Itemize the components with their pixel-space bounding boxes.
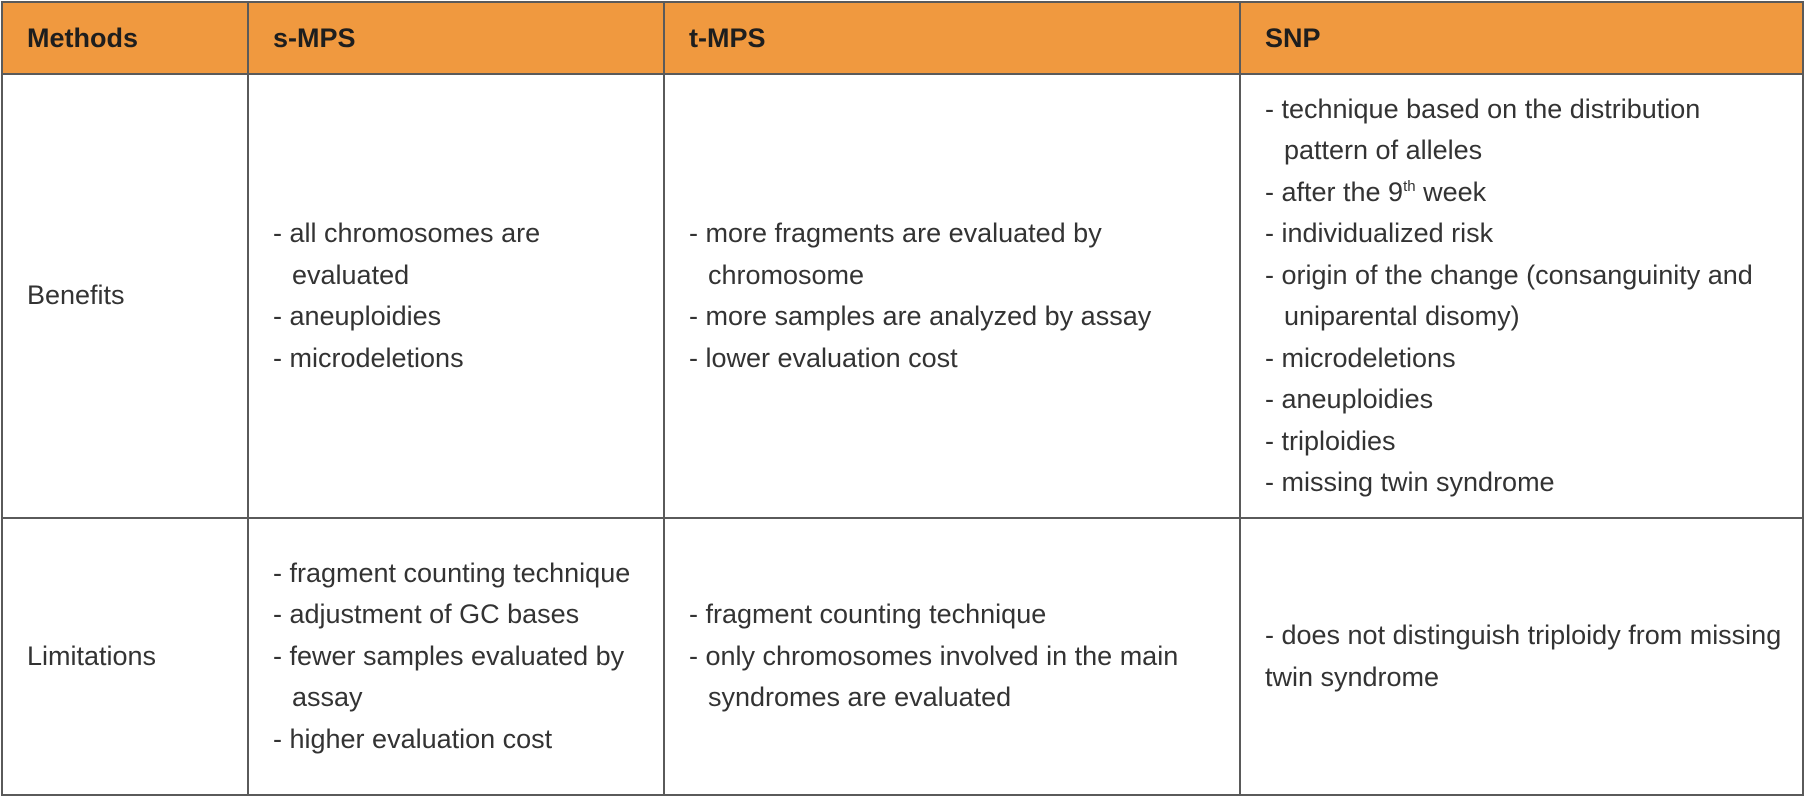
list-item: - fragment counting technique bbox=[273, 557, 631, 588]
header-methods: Methods bbox=[2, 2, 248, 74]
limitations-smps-cell bbox=[248, 518, 664, 795]
list-item: - more fragments are evaluated by chromosome bbox=[689, 218, 1102, 290]
comparison-table bbox=[1, 1, 1804, 796]
benefits-row bbox=[2, 74, 1803, 518]
header-tmps: t-MPS bbox=[664, 2, 1240, 74]
list-item: - only chromosomes involved in the main syndromes are evaluated bbox=[689, 640, 1179, 713]
limitations-snp-cell bbox=[1240, 518, 1803, 795]
list-item: - higher evaluation cost bbox=[273, 723, 553, 754]
limitations-tmps-cell bbox=[664, 518, 1240, 795]
item-text-pre: - after the 9 bbox=[1265, 176, 1404, 207]
limitations-row bbox=[2, 518, 1803, 795]
list-item: - more samples are analyzed by assay bbox=[689, 301, 1152, 331]
benefits-tmps-cell bbox=[664, 74, 1240, 518]
list-item: - adjustment of GC bases bbox=[273, 599, 580, 630]
comparison-table-container bbox=[1, 1, 1802, 794]
header-row bbox=[2, 2, 1803, 74]
list-item: - technique based on the distribution pattern of alleles bbox=[1265, 93, 1701, 165]
benefits-snp-cell bbox=[1240, 74, 1803, 518]
list-item: - individualized risk bbox=[1265, 218, 1494, 248]
benefits-smps-cell bbox=[248, 74, 664, 518]
list-item: - missing twin syndrome bbox=[1265, 467, 1555, 497]
list-item: - lower evaluation cost bbox=[689, 342, 958, 373]
list-item: - fragment counting technique bbox=[689, 599, 1047, 630]
list-item: - aneuploidies bbox=[273, 301, 442, 331]
list-item: - fewer samples evaluated by assay bbox=[273, 640, 625, 713]
list-item: - triploidies bbox=[1265, 425, 1396, 456]
item-text-post: week bbox=[1415, 176, 1487, 207]
list-item: - microdeletions bbox=[273, 342, 464, 373]
ordinal-superscript: th bbox=[1403, 177, 1416, 195]
list-item: - all chromosomes are evaluated bbox=[273, 218, 541, 290]
header-snp: SNP bbox=[1240, 2, 1803, 74]
limitations-snp-text: - does not distinguish triploidy from missing twin syndrome bbox=[1265, 620, 1782, 692]
list-item: - microdeletions bbox=[1265, 342, 1456, 373]
limitations-label: Limitations bbox=[2, 518, 248, 795]
list-item: - origin of the change (consanguinity and uniparental disomy) bbox=[1265, 259, 1753, 331]
header-smps: s-MPS bbox=[248, 2, 664, 74]
list-item bbox=[1265, 172, 1786, 214]
benefits-label: Benefits bbox=[2, 74, 248, 518]
list-item: - aneuploidies bbox=[1265, 384, 1434, 414]
